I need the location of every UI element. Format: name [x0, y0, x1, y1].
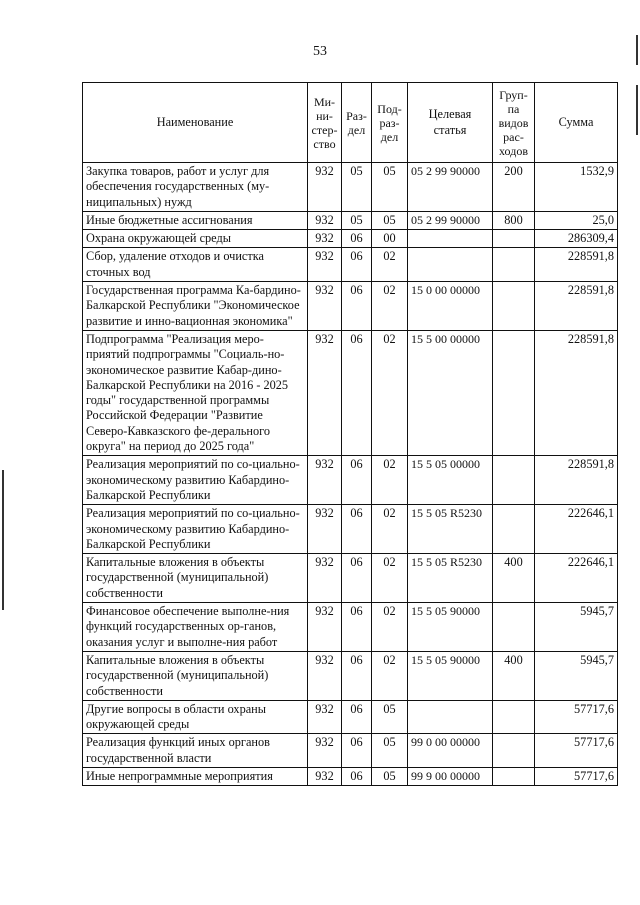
cell-expense-group [493, 603, 535, 652]
cell-subsection: 05 [372, 211, 408, 229]
cell-ministry: 932 [308, 603, 342, 652]
cell-section: 05 [342, 163, 372, 212]
cell-section: 06 [342, 734, 372, 768]
page-number: 53 [313, 44, 327, 59]
cell-target-item: 99 0 00 00000 [408, 734, 493, 768]
cell-target-item: 15 5 05 00000 [408, 456, 493, 505]
cell-subsection: 02 [372, 505, 408, 554]
cell-amount: 228591,8 [535, 282, 618, 331]
table-row [83, 230, 618, 248]
cell-ministry: 932 [308, 554, 342, 603]
cell-target-item: 15 5 05 90000 [408, 651, 493, 700]
cell-subsection: 02 [372, 248, 408, 282]
table-row [83, 248, 618, 282]
cell-section: 06 [342, 767, 372, 785]
cell-section: 06 [342, 330, 372, 455]
cell-name: Иные непрограммные мероприятия [83, 767, 308, 785]
cell-subsection: 02 [372, 651, 408, 700]
cell-amount: 286309,4 [535, 230, 618, 248]
cell-target-item [408, 248, 493, 282]
table-row [83, 330, 618, 455]
scan-edge-mark [636, 85, 638, 135]
cell-name: Иные бюджетные ассигнования [83, 211, 308, 229]
cell-section: 06 [342, 230, 372, 248]
cell-subsection: 02 [372, 282, 408, 331]
cell-name: Другие вопросы в области охраны окружающей среды [83, 700, 308, 734]
cell-target-item: 05 2 99 90000 [408, 211, 493, 229]
cell-name: Капитальные вложения в объекты государственной (муниципальной) собственности [83, 554, 308, 603]
table-row [83, 651, 618, 700]
cell-section: 06 [342, 248, 372, 282]
cell-target-item: 15 5 05 90000 [408, 603, 493, 652]
cell-section: 06 [342, 700, 372, 734]
cell-target-item [408, 700, 493, 734]
cell-ministry: 932 [308, 230, 342, 248]
cell-ministry: 932 [308, 163, 342, 212]
cell-section: 06 [342, 282, 372, 331]
cell-name: Сбор, удаление отходов и очистка сточных вод [83, 248, 308, 282]
cell-ministry: 932 [308, 211, 342, 229]
cell-section: 06 [342, 505, 372, 554]
cell-target-item: 05 2 99 90000 [408, 163, 493, 212]
cell-section: 06 [342, 554, 372, 603]
cell-amount: 57717,6 [535, 734, 618, 768]
table-row [83, 603, 618, 652]
cell-amount: 5945,7 [535, 651, 618, 700]
cell-name: Подпрограмма "Реализация меро-приятий подпрограммы "Социаль-но-экономическое развитие Кабар-дино-Балкарской Республики на 2016 - 2025 годы" государственной программы Российской Федерации "Развитие Северо-Кавказского фе-дерального округа" на период до 2025 года" [83, 330, 308, 455]
cell-name: Реализация функций иных органов государственной власти [83, 734, 308, 768]
cell-name: Реализация мероприятий по со-циально-экономическому развитию Кабардино-Балкарской Республики [83, 505, 308, 554]
cell-expense-group [493, 330, 535, 455]
cell-subsection: 02 [372, 603, 408, 652]
cell-name: Закупка товаров, работ и услуг для обеспечения государственных (му-ниципальных) нужд [83, 163, 308, 212]
cell-expense-group [493, 767, 535, 785]
cell-ministry: 932 [308, 505, 342, 554]
header-ministry: Ми- ни- стер- ство [308, 83, 342, 163]
cell-amount: 228591,8 [535, 456, 618, 505]
cell-amount: 222646,1 [535, 554, 618, 603]
cell-expense-group [493, 734, 535, 768]
cell-subsection: 02 [372, 456, 408, 505]
cell-expense-group [493, 456, 535, 505]
table-row [83, 700, 618, 734]
cell-amount: 222646,1 [535, 505, 618, 554]
header-target-item: Целевая статья [408, 83, 493, 163]
cell-amount: 57717,6 [535, 700, 618, 734]
table-row [83, 282, 618, 331]
cell-target-item: 15 5 00 00000 [408, 330, 493, 455]
header-subsection: Под- раз- дел [372, 83, 408, 163]
header-row [83, 83, 618, 163]
cell-amount: 25,0 [535, 211, 618, 229]
cell-target-item: 15 5 05 R5230 [408, 554, 493, 603]
cell-subsection: 02 [372, 330, 408, 455]
cell-ministry: 932 [308, 651, 342, 700]
cell-subsection: 00 [372, 230, 408, 248]
cell-amount: 5945,7 [535, 603, 618, 652]
cell-section: 06 [342, 651, 372, 700]
table-row [83, 767, 618, 785]
cell-ministry: 932 [308, 700, 342, 734]
table-row [83, 456, 618, 505]
cell-expense-group: 400 [493, 554, 535, 603]
scan-edge-mark [636, 35, 638, 65]
cell-expense-group [493, 700, 535, 734]
cell-subsection: 05 [372, 767, 408, 785]
cell-subsection: 05 [372, 734, 408, 768]
cell-section: 05 [342, 211, 372, 229]
cell-amount: 57717,6 [535, 767, 618, 785]
budget-table [82, 82, 618, 786]
cell-expense-group [493, 282, 535, 331]
table-row [83, 734, 618, 768]
cell-subsection: 02 [372, 554, 408, 603]
cell-target-item: 15 5 05 R5230 [408, 505, 493, 554]
cell-amount: 1532,9 [535, 163, 618, 212]
cell-expense-group: 800 [493, 211, 535, 229]
cell-amount: 228591,8 [535, 330, 618, 455]
cell-ministry: 932 [308, 456, 342, 505]
cell-expense-group: 200 [493, 163, 535, 212]
cell-ministry: 932 [308, 248, 342, 282]
cell-subsection: 05 [372, 700, 408, 734]
table-row [83, 211, 618, 229]
cell-target-item: 15 0 00 00000 [408, 282, 493, 331]
header-name: Наименование [83, 83, 308, 163]
cell-name: Реализация мероприятий по со-циально-экономическому развитию Кабардино-Балкарской Республики [83, 456, 308, 505]
cell-ministry: 932 [308, 330, 342, 455]
cell-name: Государственная программа Ка-бардино-Балкарской Республики "Экономическое развитие и инно-вационная экономика" [83, 282, 308, 331]
cell-expense-group [493, 248, 535, 282]
cell-section: 06 [342, 603, 372, 652]
cell-expense-group [493, 505, 535, 554]
table-row [83, 505, 618, 554]
table-row [83, 554, 618, 603]
cell-name: Капитальные вложения в объекты государственной (муниципальной) собственности [83, 651, 308, 700]
cell-expense-group [493, 230, 535, 248]
cell-expense-group: 400 [493, 651, 535, 700]
cell-subsection: 05 [372, 163, 408, 212]
cell-name: Финансовое обеспечение выполне-ния функций государственных ор-ганов, оказания услуг и выполне-ния работ [83, 603, 308, 652]
cell-section: 06 [342, 456, 372, 505]
cell-ministry: 932 [308, 734, 342, 768]
header-expense-group: Груп- па видов рас- ходов [493, 83, 535, 163]
table-body [83, 163, 618, 786]
cell-amount: 228591,8 [535, 248, 618, 282]
scan-edge-mark [2, 470, 4, 610]
header-section: Раз- дел [342, 83, 372, 163]
cell-target-item: 99 9 00 00000 [408, 767, 493, 785]
cell-ministry: 932 [308, 282, 342, 331]
cell-name: Охрана окружающей среды [83, 230, 308, 248]
header-amount: Сумма [535, 83, 618, 163]
cell-target-item [408, 230, 493, 248]
cell-ministry: 932 [308, 767, 342, 785]
table-row [83, 163, 618, 212]
